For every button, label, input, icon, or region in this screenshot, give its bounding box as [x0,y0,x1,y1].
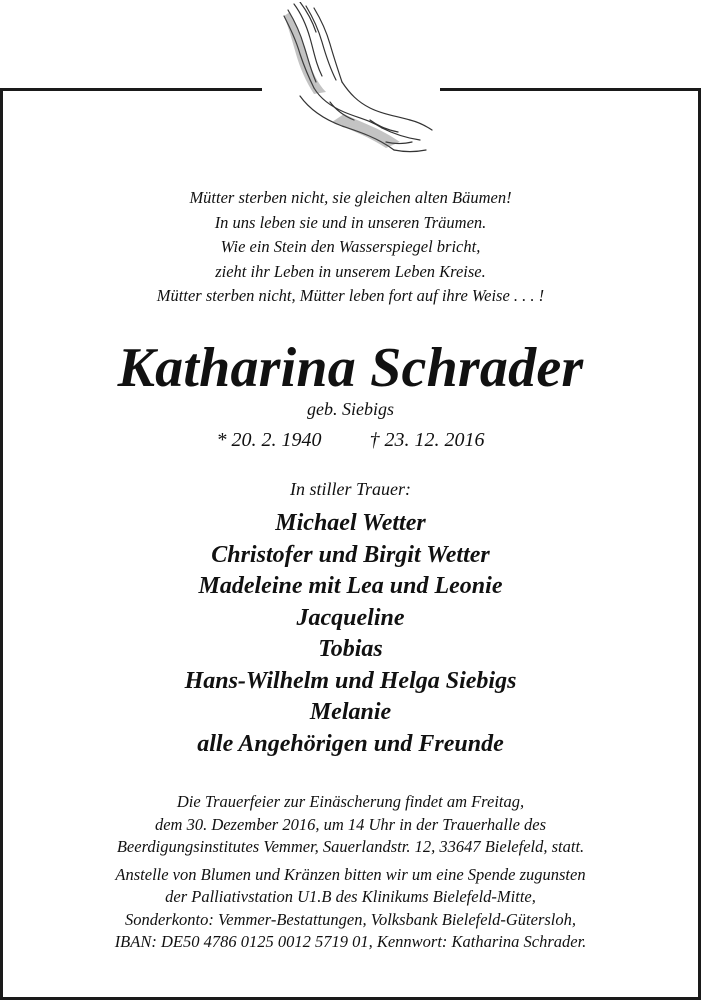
donation-info-line: der Palliativstation U1.B des Klinikums Bielefeld-Mitte, [165,887,536,906]
life-dates [0,428,701,452]
poem-line: Mütter sterben nicht, Mütter leben fort auf ihre Weise . . . ! [156,286,545,305]
funeral-info-line: Die Trauerfeier zur Einäscherung findet am Freitag, [176,792,525,811]
mourner-name: Melanie [309,699,392,725]
maiden-name: geb. Siebigs [307,399,394,419]
donation-info-line: Sonderkonto: Vemmer-Bestattungen, Volksbank Bielefeld-Gütersloh, [124,909,577,929]
mourner-name: Michael Wetter [275,510,426,536]
poem-line: Wie ein Stein den Wasserspiegel bricht, [220,237,481,256]
funeral-notice [0,791,701,954]
mourner-name: alle Angehörigen und Freunde [197,730,504,757]
frame-top-right-line [440,88,701,91]
mourning-intro: In stiller Trauer: [289,479,411,499]
poem-line: Mütter sterben nicht, sie gleichen alten Bäumen! [189,188,512,207]
mourner-name: Tobias [318,636,383,662]
mourner-name: Hans-Wilhelm und Helga Siebigs [184,667,517,694]
memorial-poem [0,186,701,309]
poem-line: In uns leben sie und in unseren Träumen. [214,212,487,232]
mourners-list [0,508,701,760]
mourner-name: Madeleine mit Lea und Leonie [198,573,503,599]
mourner-name: Jacqueline [296,604,405,631]
donation-info-line: Anstelle von Blumen und Kränzen bitten wir um eine Spende zugunsten [115,864,586,884]
mourner-name: Christofer und Birgit Wetter [211,541,490,568]
funeral-info-line: Beerdigungsinstitutes Vemmer, Sauerlandstr. 12, 33647 Bielefeld, statt. [116,837,585,856]
funeral-info-line: dem 30. Dezember 2016, um 14 Uhr in der Trauerhalle des [154,814,547,834]
death-date: † 23. 12. 2016 [369,429,485,451]
praying-hands-icon [270,2,435,157]
poem-line: zieht ihr Leben in unserem Leben Kreise. [215,261,486,281]
donation-info-line: IBAN: DE50 4786 0125 0012 5719 01, Kennwort: Katharina Schrader. [114,932,587,951]
deceased-name: Katharina Schrader [117,337,584,399]
birth-date: * 20. 2. 1940 [216,429,322,451]
frame-top-left-line [0,88,262,91]
